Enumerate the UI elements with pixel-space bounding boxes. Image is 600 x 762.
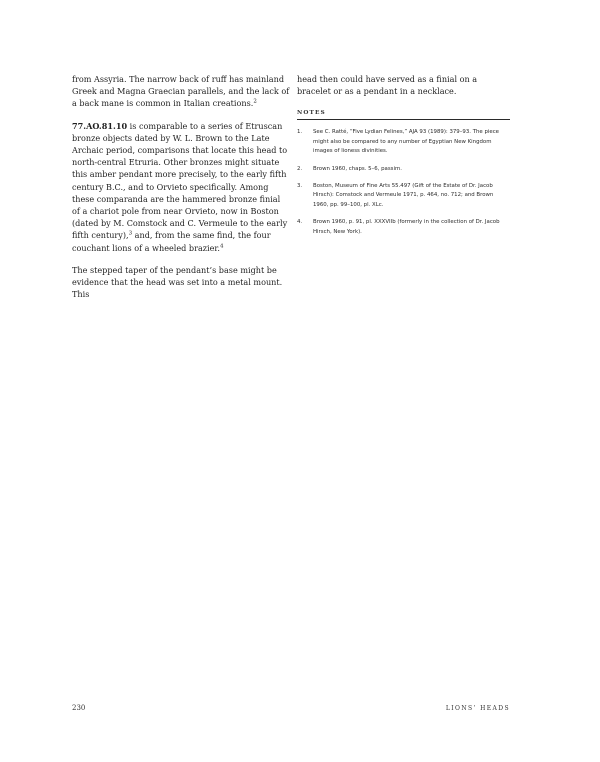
notes-heading: NOTES <box>297 110 326 117</box>
note-item <box>297 128 510 156</box>
paragraph-comparanda <box>72 120 290 254</box>
footnote-ref[interactable]: 4 <box>219 242 224 249</box>
note-item <box>297 182 510 210</box>
note-number: 3. <box>297 183 303 190</box>
paragraph-text: The stepped taper of the pendant’s base might be evidence that the head was set into a metal mount. This <box>72 264 283 300</box>
paragraph-base <box>72 264 290 301</box>
note-item <box>297 218 510 237</box>
right-column <box>297 73 510 245</box>
running-head: LIONS’ HEADS <box>445 705 510 712</box>
accession-number: 77.AO.81.10 <box>72 120 128 131</box>
page-number: 230 <box>72 704 86 712</box>
note-number: 2. <box>297 165 303 172</box>
note-text: See C. Ratté, “Five Lydian Felines,” AJA 93 (1989): 379–93. The piece might also be compared to any number of Egyptian New Kingdom images of lioness divinities. <box>313 129 499 155</box>
notes-list <box>297 128 510 237</box>
note-text: Brown 1960, p. 91, pl. XXXVIIb (formerly in the collection of Dr. Jacob Hirsch, New York). <box>313 219 500 235</box>
left-column <box>72 73 290 310</box>
paragraph-text: is comparable to a series of Etruscan bronze objects dated by W. L. Brown to the Late Archaic period, comparisons that locate this head to north-central Etruria. Other bronzes might situate this amber pendant more precisely, to the early fifth century B.C., and to Orvieto specifically. Among these comparanda are the hammered bronze finial of a chariot pole from near Orvieto, now in Boston (dated by M. Comstock and C. Vermeule to the early fifth century), <box>72 120 288 241</box>
paragraph-text: and, from the same find, the four couchant lions of a wheeled brazier. <box>72 230 271 253</box>
paragraph-assyria <box>72 73 290 110</box>
footnote-ref[interactable]: 2 <box>253 98 257 105</box>
paragraph-text: from Assyria. The narrow back of ruff has mainland Greek and Magna Graecian parallels, and the lack of a back mane is common in Italian creations. <box>72 74 290 109</box>
footnote-ref[interactable]: 3 <box>128 230 133 237</box>
note-text: Brown 1960, chaps. 5–6, passim. <box>313 165 402 172</box>
paragraph-continuation: head then could have served as a finial on a bracelet or as a pendant in a necklace. <box>297 74 478 97</box>
note-number: 4. <box>297 219 303 226</box>
note-item <box>297 165 510 174</box>
page-footer <box>72 704 510 712</box>
note-text: Boston, Museum of Fine Arts 55.497 (Gift of the Estate of Dr. Jacob Hirsch): Comstock and Vermeule 1971, p. 464, no. 712; and Brown 1960, pp. 99–100, pl. XLc. <box>313 183 494 208</box>
notes-divider <box>297 119 510 120</box>
note-number: 1. <box>297 129 303 136</box>
